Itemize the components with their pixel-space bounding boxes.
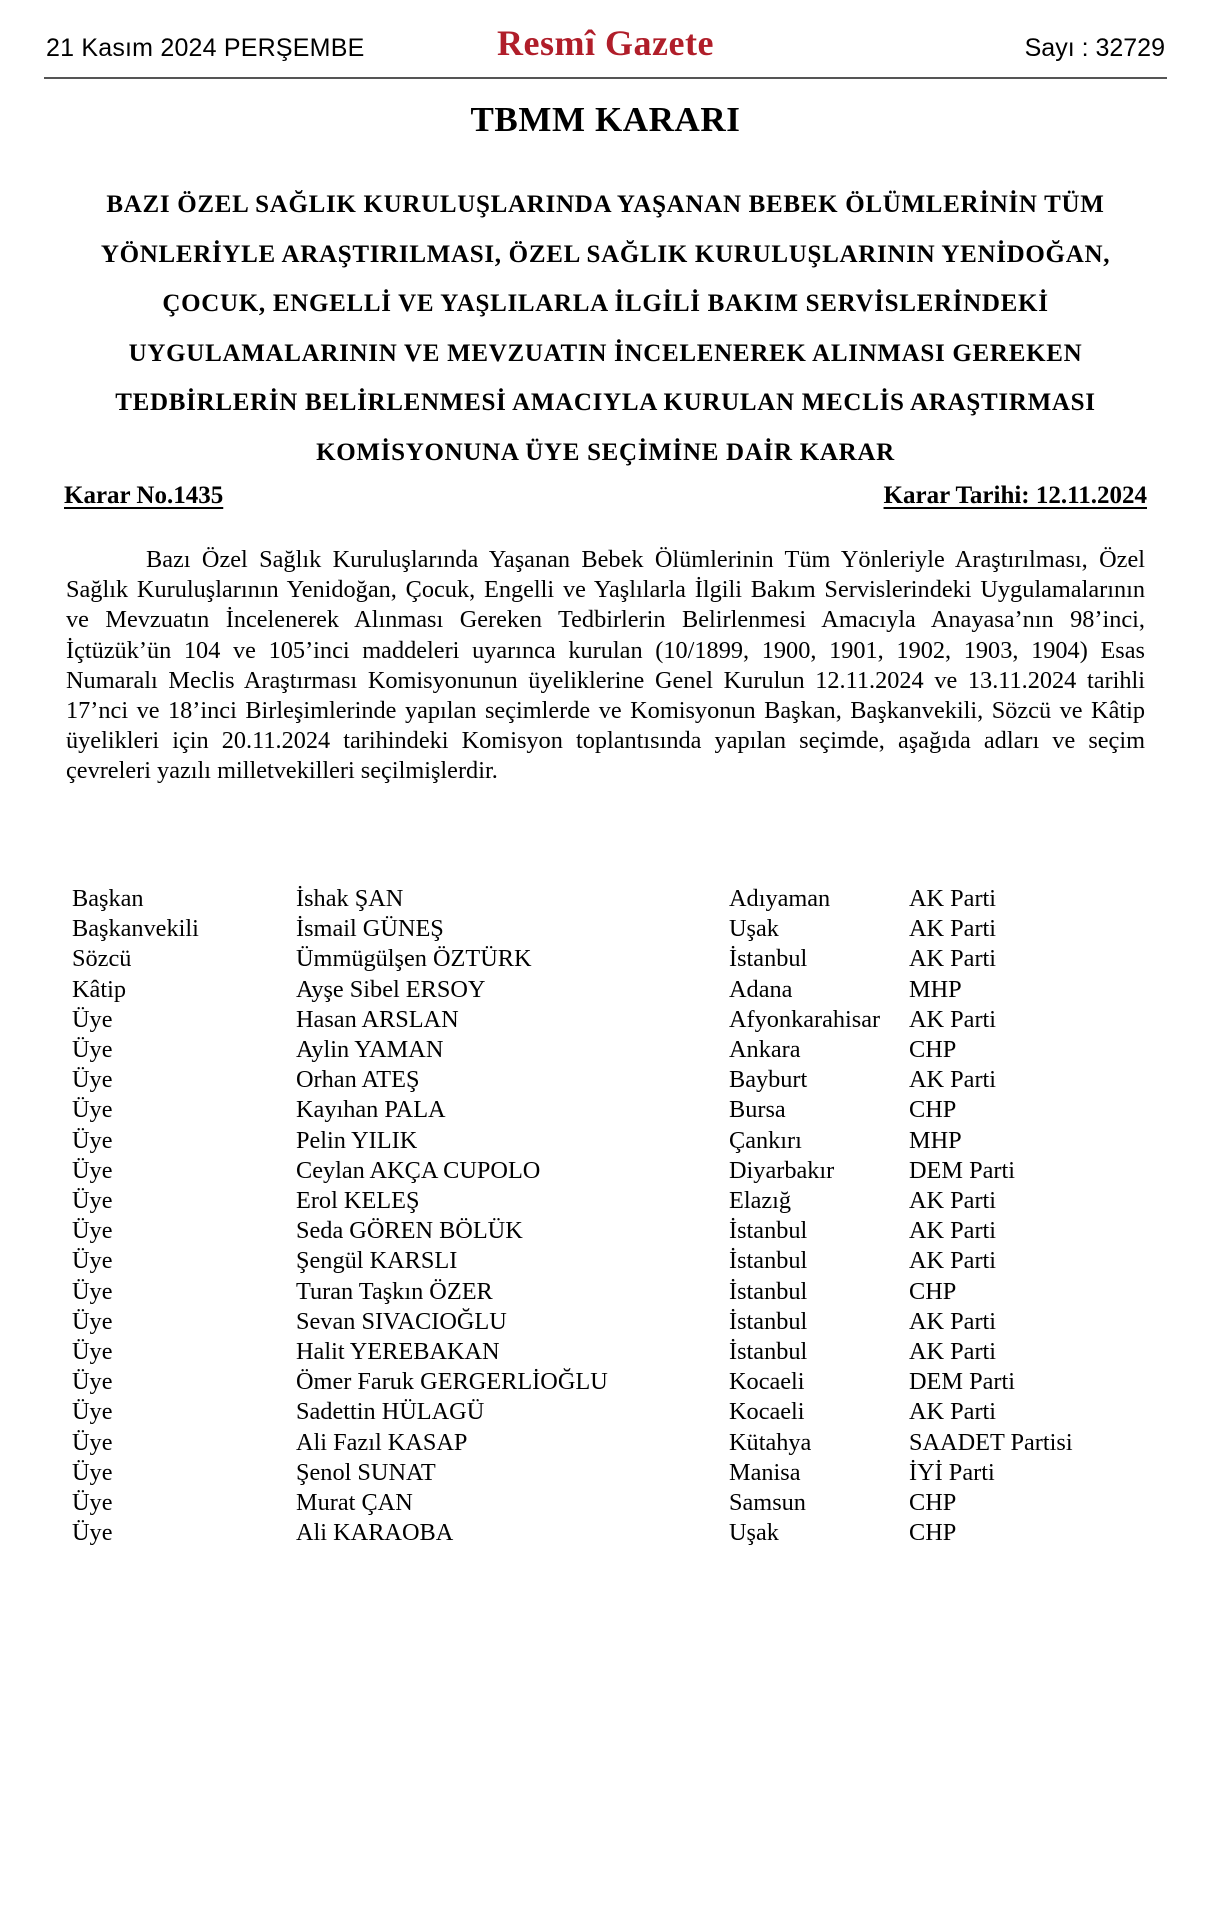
member-row	[72, 1458, 1152, 1488]
member-role: Üye	[72, 1096, 113, 1124]
member-name: Ayşe Sibel ERSOY	[296, 975, 486, 1003]
member-party: CHP	[909, 1096, 957, 1124]
gazette-masthead: Resmî Gazete	[497, 23, 714, 63]
member-party: AK Parti	[909, 1307, 997, 1335]
member-province: Ankara	[729, 1036, 801, 1064]
member-role: Üye	[72, 1156, 113, 1184]
member-row	[72, 1428, 1152, 1458]
issue-date: 21 Kasım 2024 PERŞEMBE	[46, 34, 365, 62]
member-role: Üye	[72, 1489, 113, 1517]
member-province: Adana	[729, 975, 793, 1003]
member-name: Hasan ARSLAN	[296, 1005, 459, 1033]
member-row	[72, 1397, 1152, 1427]
member-name: Halit YEREBAKAN	[296, 1338, 500, 1366]
member-name: Pelin YILIK	[296, 1126, 418, 1154]
member-name: Ali Fazıl KASAP	[296, 1428, 468, 1456]
member-name: Murat ÇAN	[296, 1489, 413, 1517]
member-province: İstanbul	[729, 1217, 808, 1245]
member-province: Manisa	[729, 1458, 801, 1486]
member-party: MHP	[909, 1126, 962, 1154]
member-party: MHP	[909, 975, 962, 1003]
member-party: AK Parti	[909, 1398, 997, 1426]
member-party: AK Parti	[909, 1338, 997, 1366]
member-row	[72, 1126, 1152, 1156]
member-party: AK Parti	[909, 1187, 997, 1215]
member-row	[72, 1307, 1152, 1337]
member-role: Üye	[72, 1368, 113, 1396]
member-party: AK Parti	[909, 1005, 997, 1033]
member-party: AK Parti	[909, 945, 997, 973]
member-row	[72, 975, 1152, 1005]
decision-number: Karar No.1435	[64, 482, 224, 509]
member-row	[72, 1186, 1152, 1216]
decision-body: Bazı Özel Sağlık Kuruluşlarında Yaşanan Bebek Ölümlerinin Tüm Yönleriyle Araştırılması, Özel Sağlık Kuruluşlarının Yenidoğan, Çocuk, Engelli ve Yaşlılarla İlgili Bakım Servislerindeki Uygulamalarının ve Mevzuatın İncelenerek Alınması Gereken Tedbirlerin Belirlenmesi Amacıyla Anayasa’nın 98’inci, İçtüzük’ün 104 ve 105’inci maddeleri uyarınca kurulan (10/1899, 1900, 1901, 1902, 1903, 1904) Esas Numaralı Meclis Araştırması Komisyonunun üyeliklerine Genel Kurulun 12.11.2024 ve 13.11.2024 tarihli 17’nci ve 18’inci Birleşimlerinde yapılan seçimlerde ve Komisyonun Başkan, Başkanvekili, Sözcü ve Kâtip üyelikleri için 20.11.2024 tarihindeki Komisyon toplantısında yapılan seçimde, aşağıda adları ve seçim çevreleri yazılı milletvekilleri seçilmişlerdir.	[66, 546, 1145, 785]
member-role: Başkan	[72, 885, 144, 912]
member-row	[72, 884, 1152, 914]
member-role: Üye	[72, 1217, 113, 1245]
member-province: İstanbul	[729, 1247, 808, 1275]
header-divider	[44, 77, 1167, 79]
member-province: Çankırı	[729, 1126, 802, 1154]
issue-number: Sayı : 32729	[1024, 34, 1165, 62]
member-province: Uşak	[729, 1519, 779, 1547]
member-province: İstanbul	[729, 1277, 808, 1305]
member-province: İstanbul	[729, 945, 808, 973]
member-role: Üye	[72, 1519, 113, 1547]
member-row	[72, 1518, 1152, 1548]
member-province: İstanbul	[729, 1338, 808, 1366]
member-province: İstanbul	[729, 1307, 808, 1335]
member-name: Seda GÖREN BÖLÜK	[296, 1217, 523, 1245]
member-row	[72, 1367, 1152, 1397]
member-party: CHP	[909, 1036, 957, 1064]
member-name: Ömer Faruk GERGERLİOĞLU	[296, 1368, 608, 1396]
member-party: SAADET Partisi	[909, 1428, 1073, 1456]
member-role: Sözcü	[72, 945, 132, 973]
member-province: Bayburt	[729, 1066, 808, 1094]
member-role: Üye	[72, 1247, 113, 1275]
member-party: AK Parti	[909, 915, 997, 943]
member-province: Samsun	[729, 1489, 806, 1517]
member-row	[72, 1246, 1152, 1276]
member-role: Üye	[72, 1005, 113, 1033]
member-row	[72, 944, 1152, 974]
member-role: Üye	[72, 1066, 113, 1094]
member-name: Ceylan AKÇA CUPOLO	[296, 1156, 541, 1184]
member-party: AK Parti	[909, 885, 997, 912]
member-role: Üye	[72, 1428, 113, 1456]
member-province: Uşak	[729, 915, 779, 943]
member-province: Kütahya	[729, 1428, 812, 1456]
member-role: Üye	[72, 1307, 113, 1335]
member-province: Kocaeli	[729, 1368, 805, 1396]
member-role: Üye	[72, 1036, 113, 1064]
member-party: DEM Parti	[909, 1368, 1015, 1396]
document-type: TBMM KARARI	[470, 100, 741, 139]
member-row	[72, 1095, 1152, 1125]
member-name: Aylin YAMAN	[296, 1036, 444, 1064]
member-name: Sadettin HÜLAGÜ	[296, 1398, 485, 1426]
member-party: AK Parti	[909, 1066, 997, 1094]
member-role: Kâtip	[72, 975, 126, 1003]
member-row	[72, 1065, 1152, 1095]
member-province: Adıyaman	[729, 885, 831, 912]
member-row	[72, 1488, 1152, 1518]
member-party: AK Parti	[909, 1217, 997, 1245]
member-row	[72, 1156, 1152, 1186]
member-name: Turan Taşkın ÖZER	[296, 1277, 493, 1305]
member-name: Orhan ATEŞ	[296, 1066, 420, 1094]
member-province: Afyonkarahisar	[729, 1005, 881, 1033]
member-province: Diyarbakır	[729, 1156, 835, 1184]
member-party: AK Parti	[909, 1247, 997, 1275]
member-party: DEM Parti	[909, 1156, 1015, 1184]
member-province: Elazığ	[729, 1187, 792, 1215]
member-row	[72, 1337, 1152, 1367]
member-name: İsmail GÜNEŞ	[296, 915, 444, 943]
member-party: İYİ Parti	[909, 1458, 995, 1486]
member-province: Kocaeli	[729, 1398, 805, 1426]
member-province: Bursa	[729, 1096, 786, 1124]
member-role: Üye	[72, 1277, 113, 1305]
member-role: Üye	[72, 1398, 113, 1426]
member-name: Kayıhan PALA	[296, 1096, 446, 1124]
member-role: Üye	[72, 1187, 113, 1215]
member-party: CHP	[909, 1489, 957, 1517]
member-name: Şenol SUNAT	[296, 1458, 436, 1486]
member-name: Erol KELEŞ	[296, 1187, 420, 1215]
decision-date: Karar Tarihi: 12.11.2024	[883, 482, 1147, 509]
member-party: CHP	[909, 1277, 957, 1305]
member-row	[72, 1277, 1152, 1307]
member-row	[72, 1035, 1152, 1065]
decision-subject: BAZI ÖZEL SAĞLIK KURULUŞLARINDA YAŞANAN BEBEK ÖLÜMLERİNİN TÜM YÖNLERİYLE ARAŞTIRILMASI, ÖZEL SAĞLIK KURULUŞLARININ YENİDOĞAN, ÇOCUK, ENGELLİ VE YAŞLILARLA İLGİLİ BAKIM SERVİSLERİNDEKİ UYGULAMALARININ VE MEVZUATIN İNCELENEREK ALINMASI GEREKEN TEDBİRLERİN BELİRLENMESİ AMACIYLA KURULAN MECLİS ARAŞTIRMASI KOMİSYONUNA ÜYE SEÇİMİNE DAİR KARAR	[100, 191, 1111, 466]
member-name: Ümmügülşen ÖZTÜRK	[296, 945, 532, 973]
member-role: Üye	[72, 1458, 113, 1486]
member-name: Ali KARAOBA	[296, 1519, 454, 1547]
member-list	[72, 884, 1152, 1548]
member-name: Sevan SIVACIOĞLU	[296, 1307, 507, 1335]
member-row	[72, 1216, 1152, 1246]
member-name: Şengül KARSLI	[296, 1247, 458, 1275]
member-party: CHP	[909, 1519, 957, 1547]
member-row	[72, 1005, 1152, 1035]
member-name: İshak ŞAN	[296, 885, 404, 912]
member-row	[72, 914, 1152, 944]
member-role: Üye	[72, 1126, 113, 1154]
member-role: Üye	[72, 1338, 113, 1366]
member-role: Başkanvekili	[72, 915, 199, 943]
